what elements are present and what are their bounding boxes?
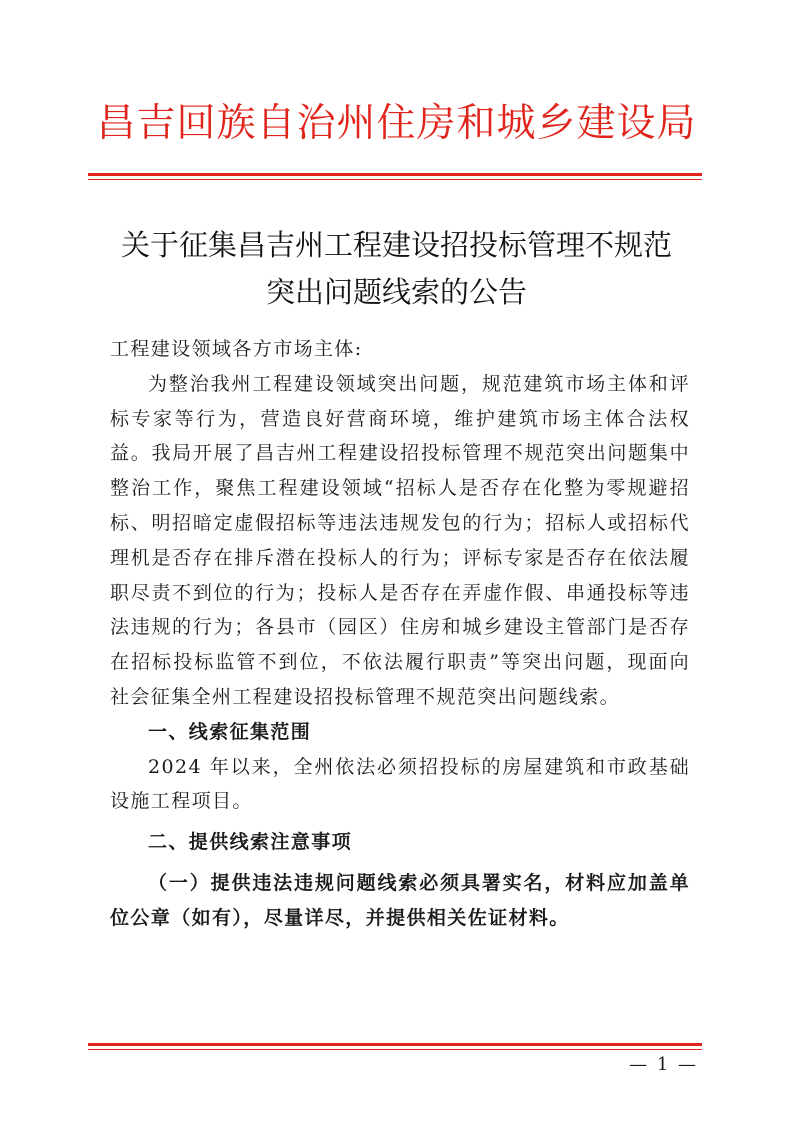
header-divider-thick [88, 173, 702, 176]
intro-paragraph: 为整治我州工程建设领域突出问题，规范建筑市场主体和评标专家等行为，营造良好营商环境，维护建筑市场主体合法权益。我局开展了昌吉州工程建设招投标管理不规范突出问题集中整治工作，聚焦工程建设领域“招标人是否存在化整为零规避招标、明招暗定虚假招标等违法违规发包的行为；招标人或招标代理机是否存在排斥潜在投标人的行为；评标专家是否存在依法履职尽责不到位的行为；投标人是否存在弄虚作假、串通投标等违法违规的行为；各县市（园区）住房和城乡建设主管部门是否存在招标投标监管不到位，不依法履行职责”等突出问题，现面向社会征集全州工程建设招投标管理不规范突出问题线索。 [110, 372, 690, 708]
salutation: 工程建设领域各方市场主体: [110, 338, 363, 360]
notice-title [0, 222, 793, 316]
section2-item1: （一）提供违法违规问题线索必须具署实名，材料应加盖单位公章（如有），尽量详尽，并提供相关佐证材料。 [110, 871, 690, 929]
footer-divider-thin [88, 1049, 702, 1050]
header-divider-thin [88, 179, 702, 180]
notice-title-line2: 突出问题线索的公告 [265, 275, 527, 309]
page-number: — 1 — [629, 1054, 698, 1075]
notice-title-line1: 关于征集昌吉州工程建设招投标管理不规范 [120, 228, 672, 262]
footer-divider-thick [88, 1043, 702, 1046]
section1-body: 2024 年以来，全州依法必须招投标的房屋建筑和市政基础设施工程项目。 [110, 755, 690, 813]
section2-heading: 二、提供线索注意事项 [148, 831, 353, 854]
section1-heading: 一、线索征集范围 [148, 720, 312, 743]
agency-header: 昌吉回族自治州住房和城乡建设局 [96, 101, 697, 146]
notice-body [110, 332, 690, 936]
